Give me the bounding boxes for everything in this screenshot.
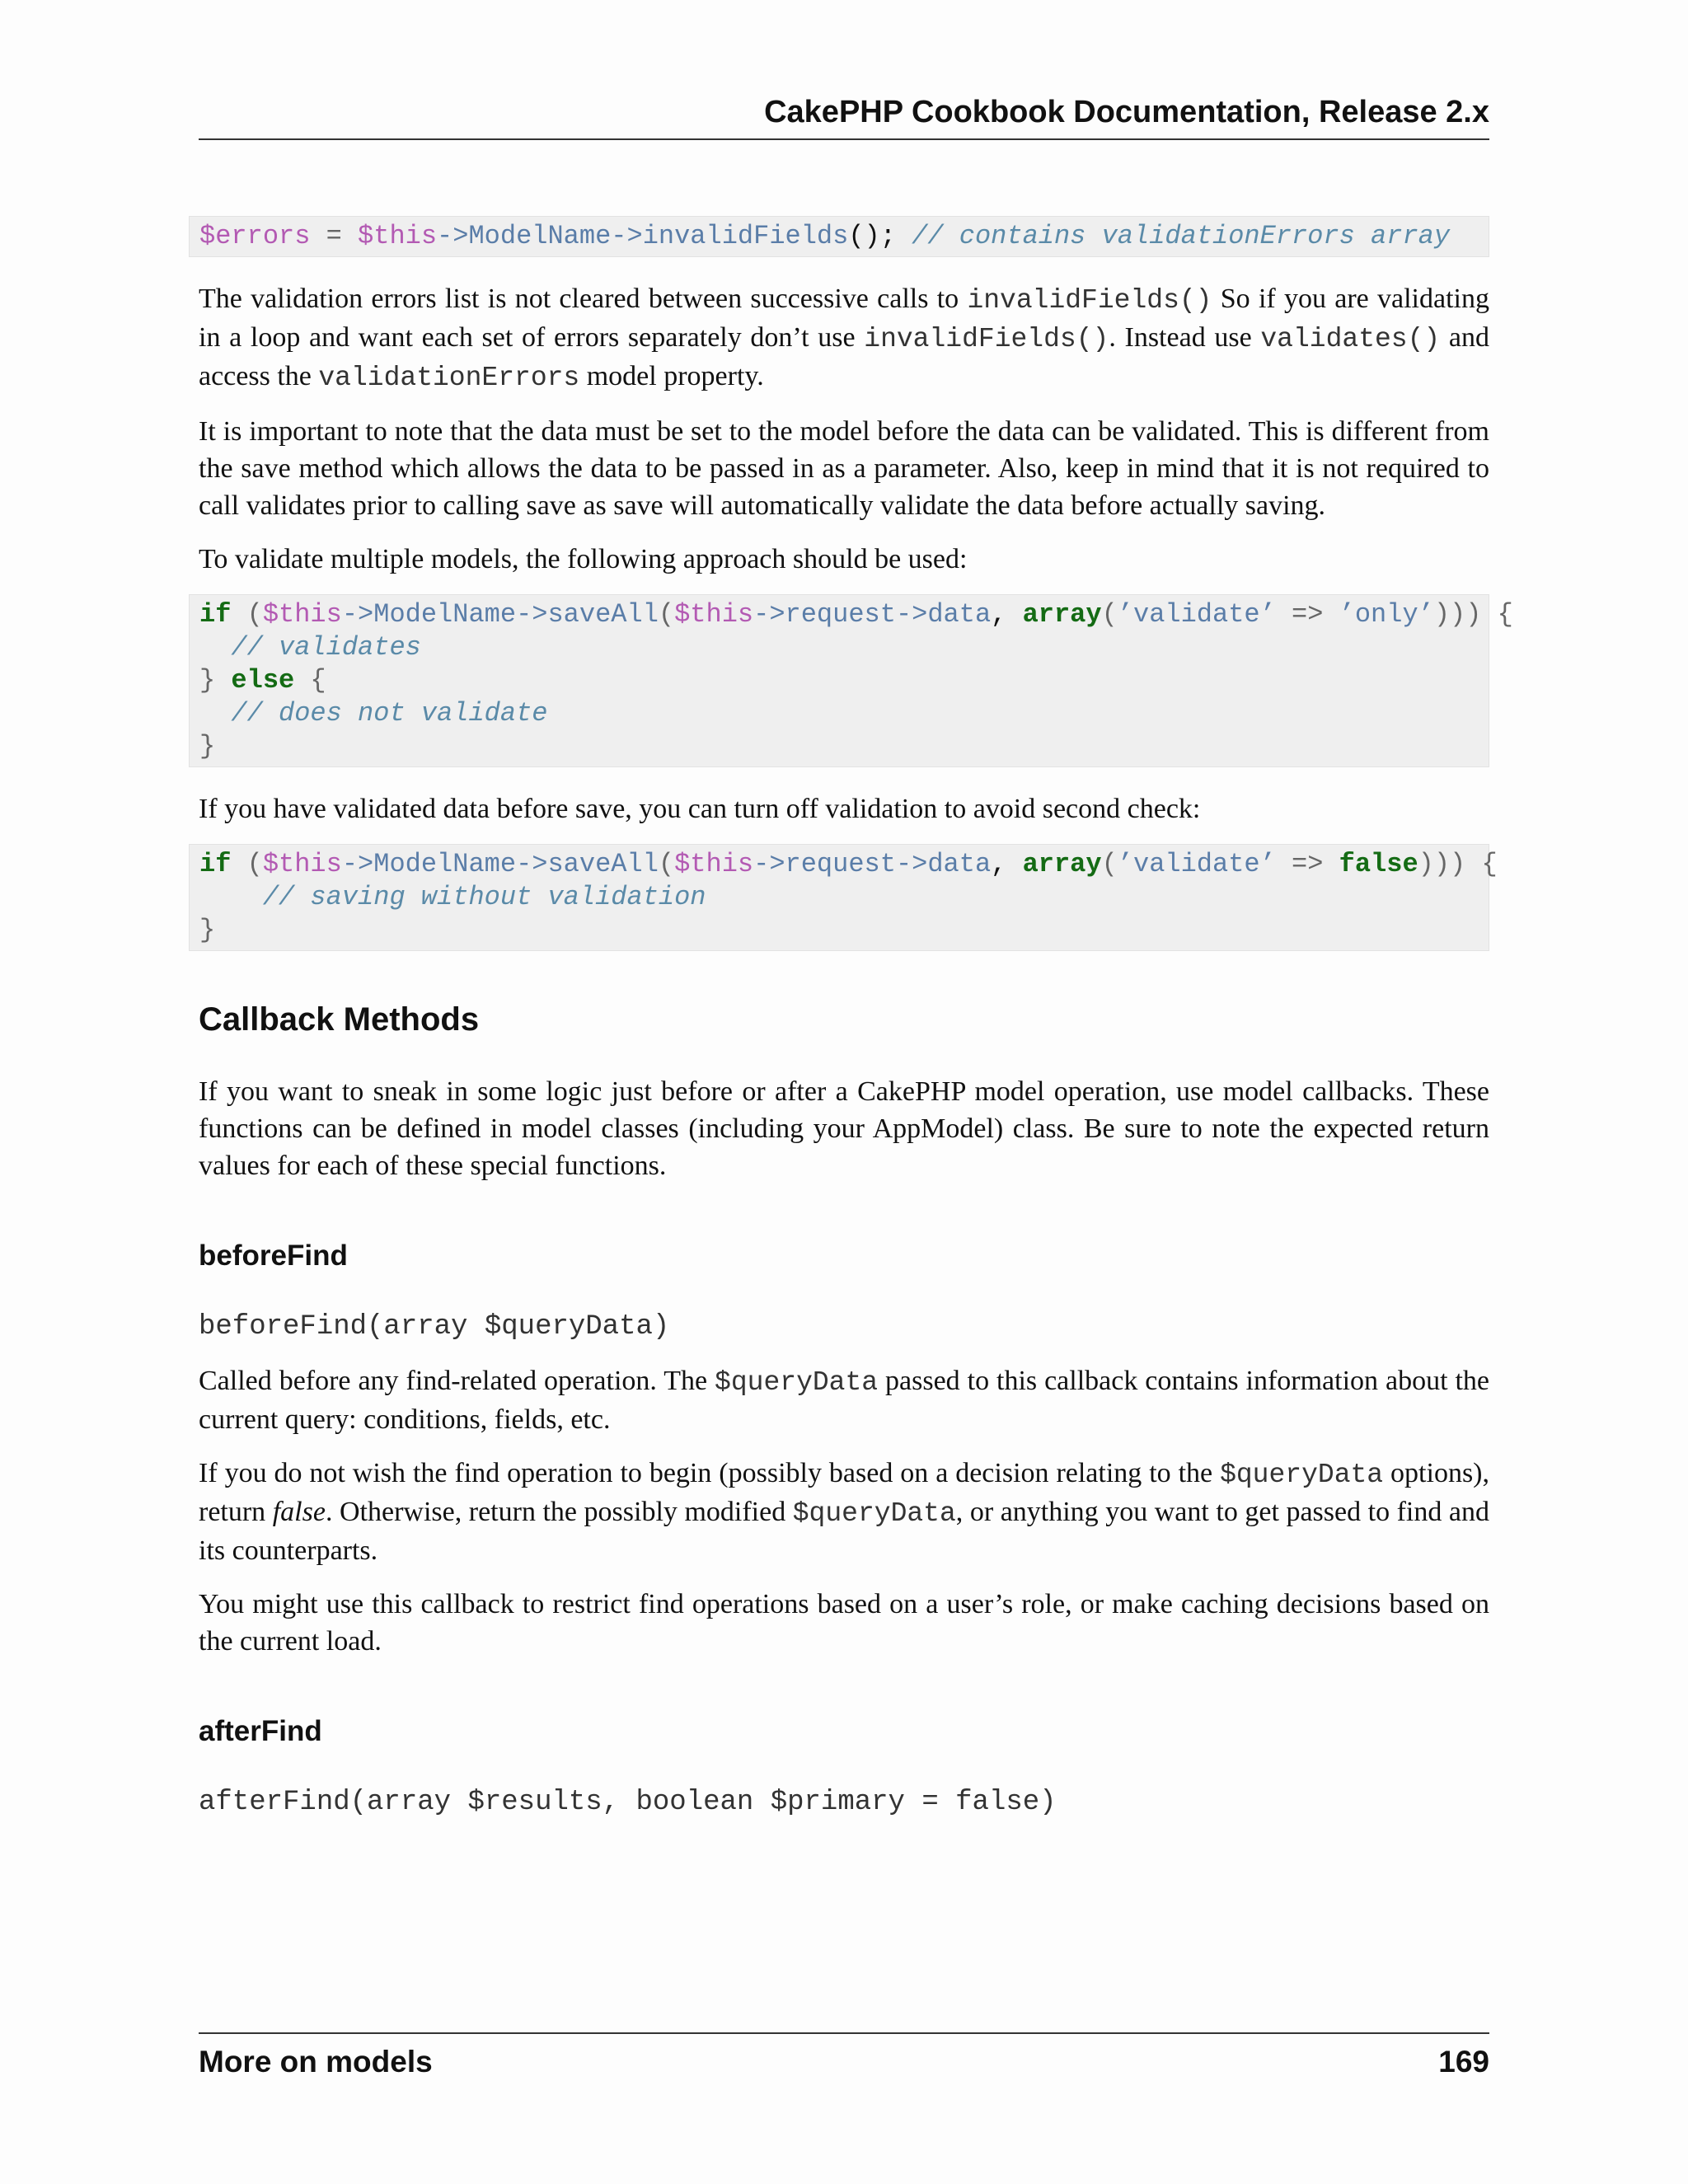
text: and access the [199,322,1489,391]
code-token: ->request->data [753,599,992,630]
inline-code: invalidFields() [967,285,1212,316]
text: options), return [199,1458,1490,1527]
paragraph-validation-errors [199,280,1489,396]
footer-chapter-title: More on models [199,2045,433,2079]
inline-code: invalidFields() [864,324,1109,354]
code-string: ’validate’ [1117,599,1276,630]
text: , or anything you want to get passed to find and its counterparts. [199,1497,1490,1566]
code-token: ( [658,849,675,879]
text: If you do not wish the find operation to begin (possibly based on a decision relating to the [199,1458,1221,1488]
code-comment: // does not validate [199,698,548,729]
code-block-save-all-validate-false [189,844,1498,951]
method-signature-afterfind: afterFind(array $results, boolean $primary = false) [199,1787,1057,1818]
inline-code: $queryData [792,1498,956,1529]
code-token: $this [674,599,754,630]
code-token: $this [358,221,438,251]
paragraph-callbacks-intro: If you want to sneak in some logic just before or after a CakePHP model operation, use model callbacks. These functions can be defined in model classes (including your AppModel) class. Be sure to note the expected return values for each of these special functions. [199,1076,1489,1181]
page-number: 169 [1438,2045,1489,2079]
code-token: $this [262,849,342,879]
code-string: ’only’ [1339,599,1434,630]
paragraph-turn-off-validation: If you have validated data before save, you can turn off validation to avoid second check: [199,794,1201,824]
code-token: ( [1101,599,1118,630]
inline-code: validationErrors [318,363,580,393]
code-token: ( [1101,849,1118,879]
code-token: $this [262,599,342,630]
code-token: ->ModelName->saveAll [341,849,659,879]
code-string: ’validate’ [1117,849,1276,879]
code-token: , [991,849,1023,879]
text: model property. [579,361,764,391]
page-footer [199,2032,1489,2082]
method-signature-beforefind: beforeFind(array $queryData) [199,1311,670,1343]
text: . Otherwise, return the possibly modified [325,1497,793,1527]
code-keyword: else [231,665,295,696]
code-token: { [294,665,326,696]
code-token: } [199,665,232,696]
text: Called before any find-related operation. The [199,1366,715,1396]
text: The validation errors list is not cleared between successive calls to [199,284,968,314]
code-comment: // validates [199,632,421,663]
code-token: } [199,915,216,945]
code-keyword: array [1022,849,1102,879]
code-token: ->request->data [753,849,992,879]
code-token: ))) { [1418,849,1498,879]
text: passed to this callback contains information about the current query: conditions, fields, etc. [199,1366,1490,1435]
code-token: } [199,731,216,762]
code-block-save-all-validate-only [189,594,1513,767]
text: . Instead use [1109,322,1261,353]
text: So if you are validating in a loop and want each set of errors separately don’t use [199,284,1489,353]
code-token: => [1275,599,1339,630]
code-token: ->ModelName->invalidFields [437,221,849,251]
code-token: ( [231,599,263,630]
emphasis: false [272,1497,326,1527]
code-token: , [991,599,1023,630]
code-keyword: if [199,599,232,630]
code-token: ( [658,599,675,630]
code-token: => [1275,849,1339,879]
subsection-heading-afterfind: afterFind [199,1715,322,1747]
inline-code: $queryData [715,1367,879,1398]
code-token: (); [848,221,912,251]
code-keyword: false [1339,849,1418,879]
code-token: ->ModelName->saveAll [341,599,659,630]
code-keyword: if [199,849,232,879]
inline-code: validates() [1260,324,1441,354]
page-content [199,216,1513,1838]
code-token: $errors [199,221,311,251]
running-header: CakePHP Cookbook Documentation, Release 2.x [199,91,1489,140]
code-block-invalid-fields [189,216,1489,257]
code-comment: // saving without validation [199,882,706,912]
paragraph-beforefind-desc [199,1362,1489,1438]
code-token: = [310,221,359,251]
section-heading-callback-methods: Callback Methods [199,1001,480,1038]
code-keyword: array [1022,599,1102,630]
inline-code: $queryData [1220,1460,1384,1490]
code-token: ))) { [1433,599,1513,630]
paragraph-beforefind-usage: You might use this callback to restrict find operations based on a user’s role, or make caching decisions based on the current load. [199,1589,1489,1657]
paragraph-multiple-models: To validate multiple models, the following approach should be used: [199,544,968,574]
paragraph-data-set: It is important to note that the data must be set to the model before the data can be validated. This is different from the save method which allows the data to be passed in as a parameter. Also, keep in mind that it is not required to call validates prior to calling save as save will automatically validate the data before actually saving. [199,416,1489,521]
paragraph-beforefind-return [199,1455,1489,1569]
code-comment: // contains validationErrors array [912,221,1451,251]
code-token: ( [231,849,263,879]
subsection-heading-beforefind: beforeFind [199,1240,348,1272]
code-token: $this [674,849,754,879]
